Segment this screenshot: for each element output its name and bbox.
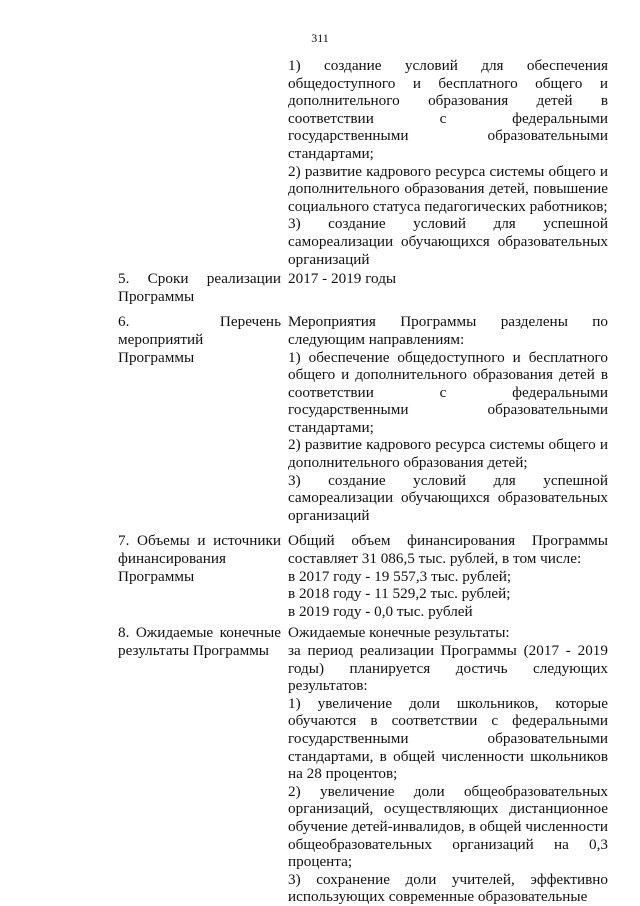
events-item-2: 2) развитие кадрового ресурса системы общего и дополнительного образования детей; xyxy=(288,436,608,472)
table-row-events xyxy=(118,313,608,524)
row-value-cell xyxy=(288,624,608,906)
table-row-results xyxy=(118,624,608,906)
row-value-cell xyxy=(288,270,608,288)
row-label-cell xyxy=(118,624,281,659)
row-value-cell xyxy=(288,532,608,620)
results-item-3: 3) сохранение доли учителей, эффективно использующих современные образовательные xyxy=(288,870,608,906)
events-item-1: 1) обеспечение общедоступного и бесплатного общего и дополнительного образования детей в соответствии с федеральными государственными образовательными стандартами; xyxy=(288,348,608,436)
row-label-cell xyxy=(118,313,281,366)
events-label: 6. Перечень мероприятий Программы xyxy=(118,313,281,366)
financing-2017: в 2017 году - 19 557,3 тыс. рублей; xyxy=(288,567,512,585)
events-item-3: 3) создание условий для успешной самореализации обучающихся образовательных организаций xyxy=(288,471,608,524)
row-label-cell xyxy=(118,270,281,305)
results-item-2: 2) увеличение доли общеобразовательных организаций, осуществляющих дистанционное обучение детей-инвалидов, в общей численности общеобразовательных организаций на 0,3 процента; xyxy=(288,782,608,871)
row-value-cell xyxy=(288,313,608,524)
financing-total: Общий объем финансирования Программы составляет 31 086,5 тыс. рублей, в том числе: xyxy=(288,532,608,568)
results-intro: Ожидаемые конечные результаты: xyxy=(288,624,510,642)
goal-item-2: 2) развитие кадрового ресурса системы общего и дополнительного образования детей, повышение социального статуса педагогических работников; xyxy=(288,162,608,215)
row-value-cell xyxy=(288,57,608,268)
goal-item-3: 3) создание условий для успешной самореализации обучающихся образовательных организаций xyxy=(288,215,608,268)
results-item-1: 1) увеличение доли школьников, которые обучаются в соответствии с федеральными государственными образовательными стандартами, в общей численности школьников на 28 процентов; xyxy=(288,694,608,783)
goal-item-1: 1) создание условий для обеспечения общедоступного и бесплатного общего и дополнительного образования детей в соответствии с федеральными государственными образовательными стандартами; xyxy=(288,57,608,162)
results-label: 8. Ожидаемые конечные результаты Программы xyxy=(118,624,281,659)
table-row-financing xyxy=(118,532,608,620)
page-number: 311 xyxy=(311,31,329,45)
term-label: 5. Сроки реализации Программы xyxy=(118,270,281,305)
table-row-goals-continued xyxy=(118,57,608,268)
financing-label: 7. Объемы и источники финансирования Программы xyxy=(118,532,281,585)
financing-2019: в 2019 году - 0,0 тыс. рублей xyxy=(288,602,473,620)
events-intro: Мероприятия Программы разделены по следующим направлениям: xyxy=(288,313,608,348)
financing-2018: в 2018 году - 11 529,2 тыс. рублей; xyxy=(288,585,511,603)
table-row-term xyxy=(118,270,608,305)
results-period: за период реализации Программы (2017 - 2019 годы) планируется достичь следующих результатов: xyxy=(288,642,608,695)
term-value: 2017 - 2019 годы xyxy=(288,270,397,288)
row-label-cell xyxy=(118,532,281,585)
passport-table xyxy=(118,57,608,906)
